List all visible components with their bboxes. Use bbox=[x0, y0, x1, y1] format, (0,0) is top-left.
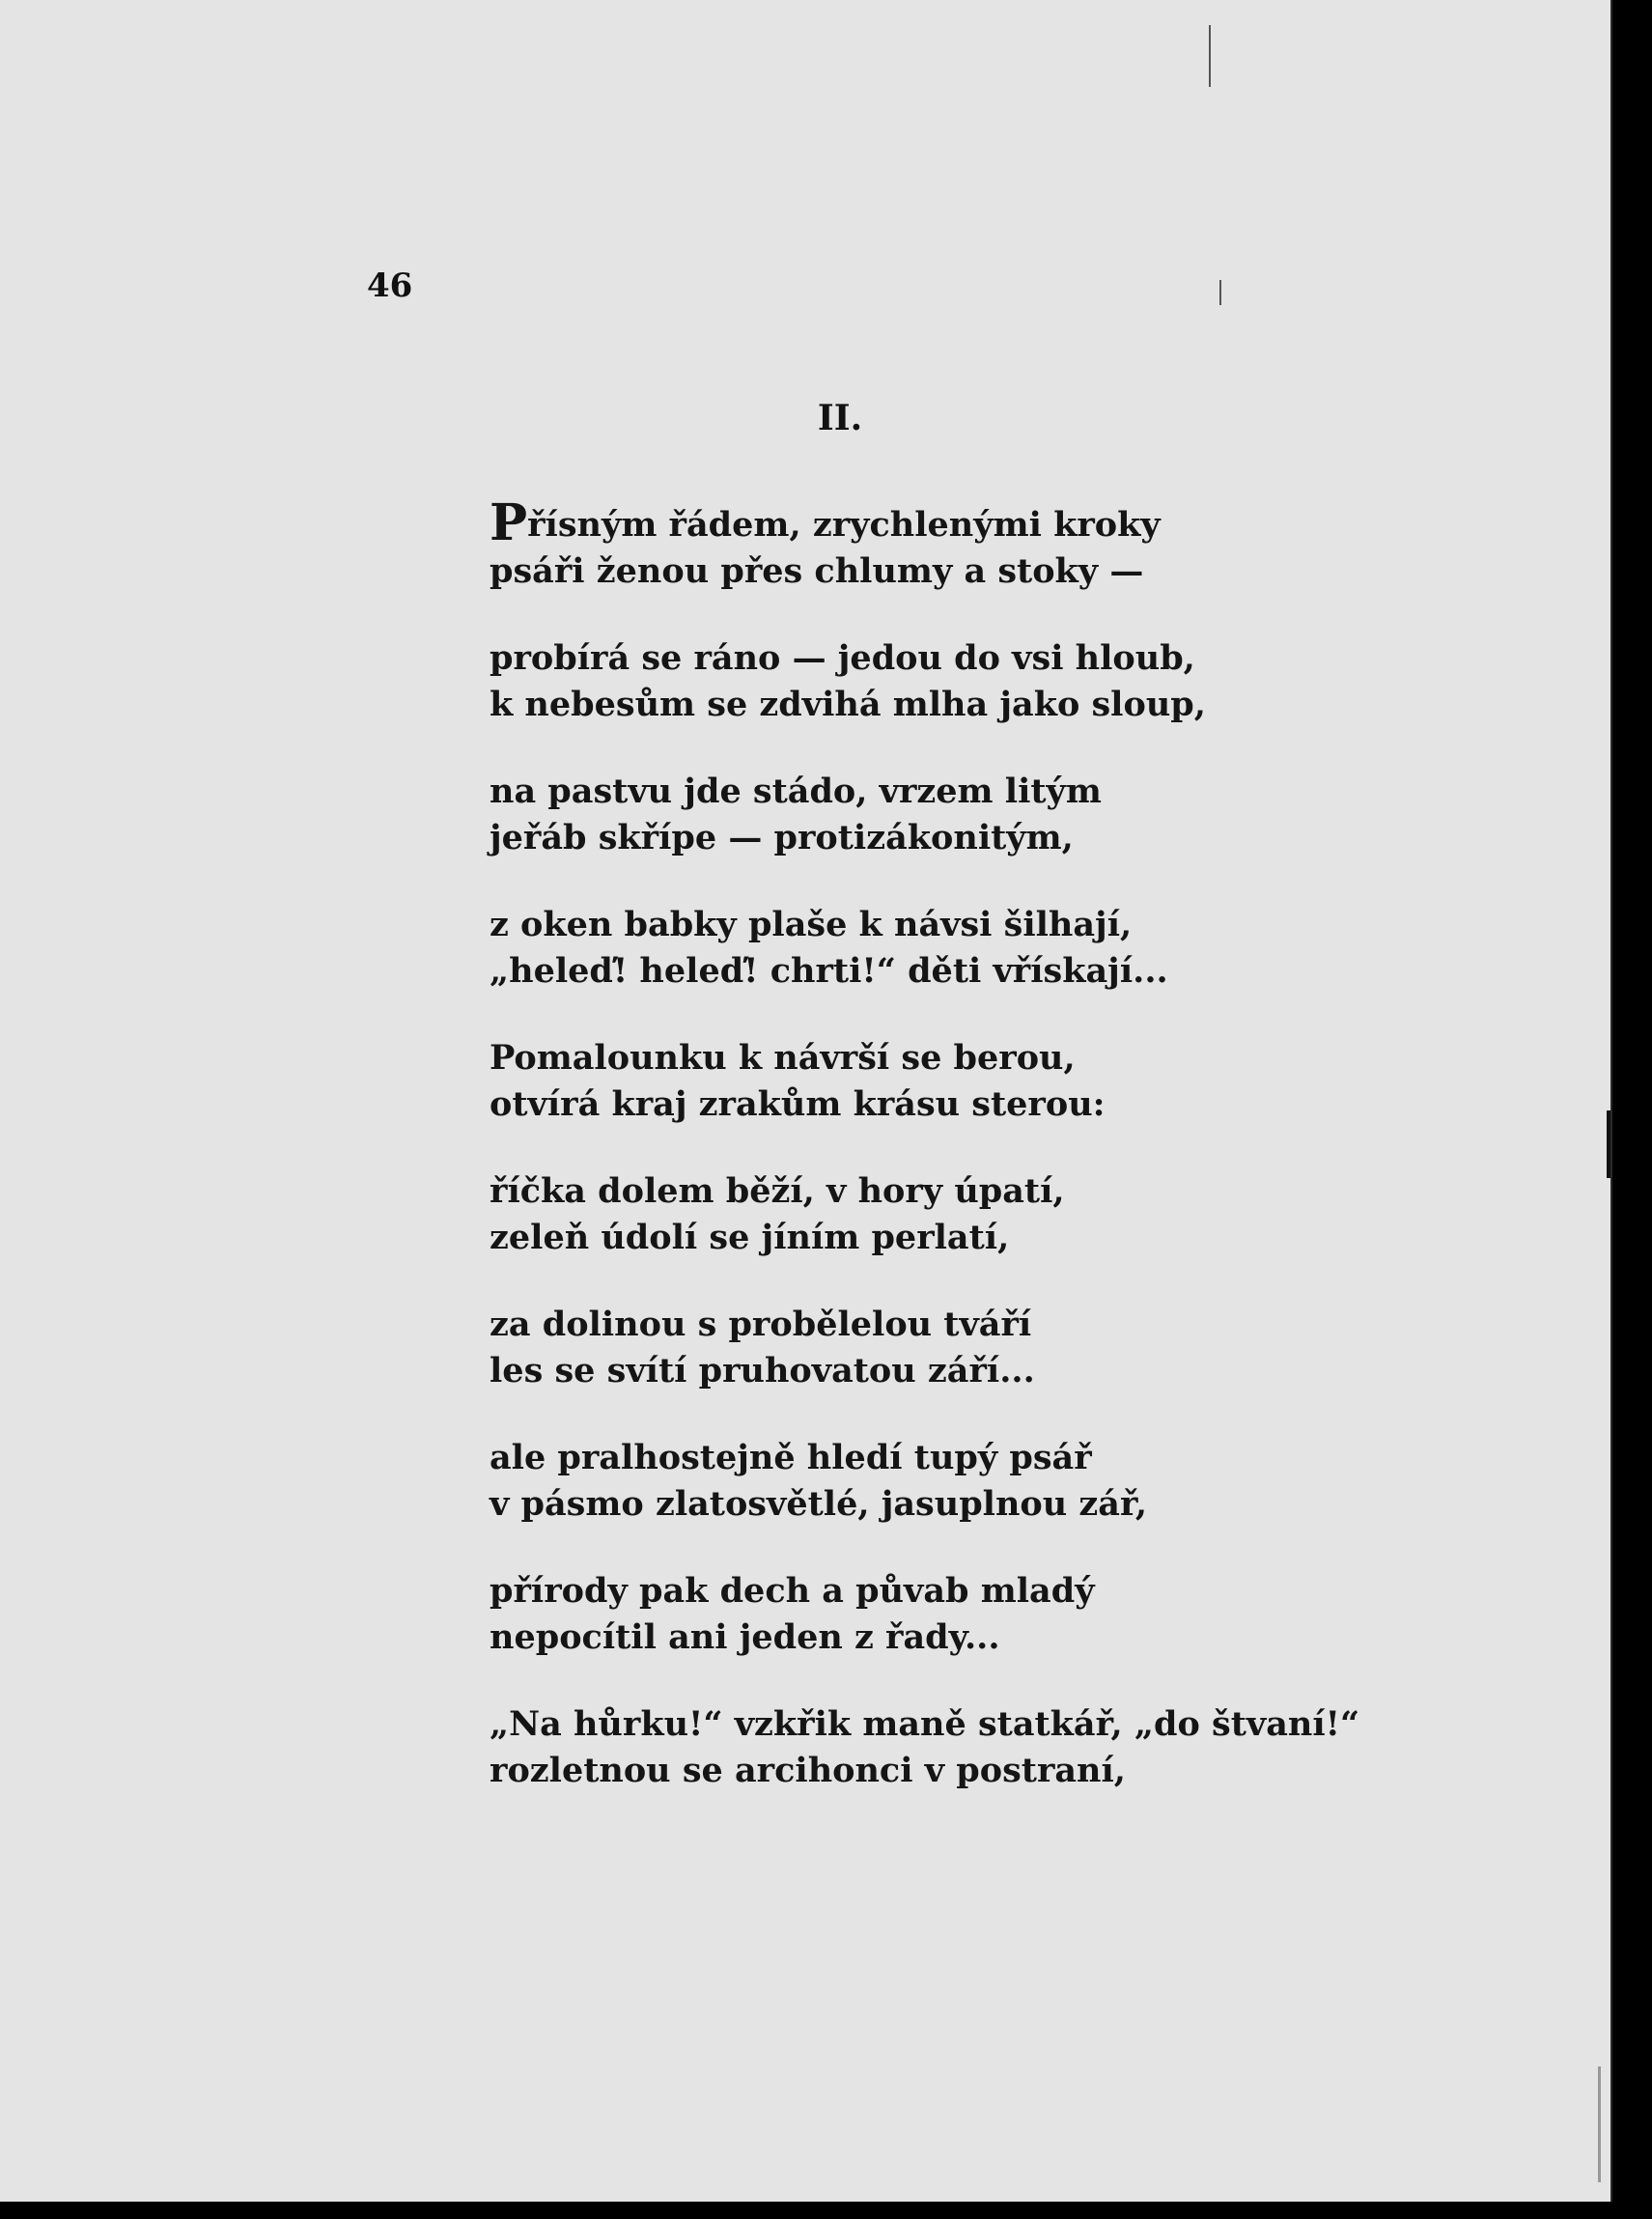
stanza bbox=[490, 1701, 1358, 1794]
stanza bbox=[490, 769, 1358, 861]
stanza bbox=[490, 493, 1358, 595]
verse-line: na pastvu jde stádo, vrzem litým bbox=[490, 772, 1102, 811]
stanza bbox=[490, 1435, 1358, 1528]
verse-line: z oken babky plaše k návsi šilhají, bbox=[490, 905, 1133, 944]
verse-line: „Na hůrku!“ vzkřik maně statkář, „do štvaní!“ bbox=[490, 1704, 1360, 1744]
verse-line: přírody pak dech a půvab mladý bbox=[490, 1571, 1095, 1611]
section-title: II. bbox=[817, 398, 863, 438]
verse-line: v pásmo zlatosvětlé, jasuplnou zář, bbox=[490, 1484, 1148, 1524]
verse-line: psáři ženou přes chlumy a stoky — bbox=[490, 551, 1144, 591]
scan-artifact bbox=[1598, 2066, 1601, 2182]
stanza bbox=[490, 1035, 1358, 1128]
scan-artifact bbox=[1607, 1110, 1610, 1178]
verse-line: ale pralhostejně hledí tupý psář bbox=[490, 1438, 1092, 1477]
verse-line: Přísným řádem, zrychlenými kroky bbox=[490, 493, 1161, 552]
verse-line: zeleň údolí se jíním perlatí, bbox=[490, 1218, 1010, 1257]
verse-line: Pomalounku k návrší se berou, bbox=[490, 1038, 1076, 1078]
verse-line: za dolinou s probělelou tváří bbox=[490, 1305, 1032, 1344]
verse-line: otvírá kraj zrakům krásu sterou: bbox=[490, 1084, 1106, 1124]
verse-line: k nebesům se zdvihá mlha jako sloup, bbox=[490, 685, 1206, 724]
poem-body bbox=[490, 493, 1360, 1835]
verse-line: „heleď! heleď! chrti!“ děti vřískají... bbox=[490, 951, 1168, 991]
stanza bbox=[490, 1568, 1358, 1661]
scan-artifact bbox=[1209, 25, 1211, 87]
stanza bbox=[490, 1302, 1358, 1394]
verse-line: jeřáb skřípe — protizákonitým, bbox=[490, 818, 1074, 857]
scan-artifact bbox=[1219, 280, 1221, 305]
stanza bbox=[490, 902, 1358, 995]
drop-cap: P bbox=[490, 493, 528, 552]
verse-line: les se svítí pruhovatou září... bbox=[490, 1351, 1035, 1390]
verse-line: rozletnou se arcihonci v postraní, bbox=[490, 1751, 1126, 1790]
stanza bbox=[490, 635, 1358, 728]
verse-line: nepocítil ani jeden z řady... bbox=[490, 1617, 1000, 1657]
verse-line: probírá se ráno — jedou do vsi hloub, bbox=[490, 638, 1195, 678]
page-number: 46 bbox=[367, 267, 413, 305]
stanza bbox=[490, 1168, 1358, 1261]
verse-line: říčka dolem běží, v hory úpatí, bbox=[490, 1171, 1065, 1211]
